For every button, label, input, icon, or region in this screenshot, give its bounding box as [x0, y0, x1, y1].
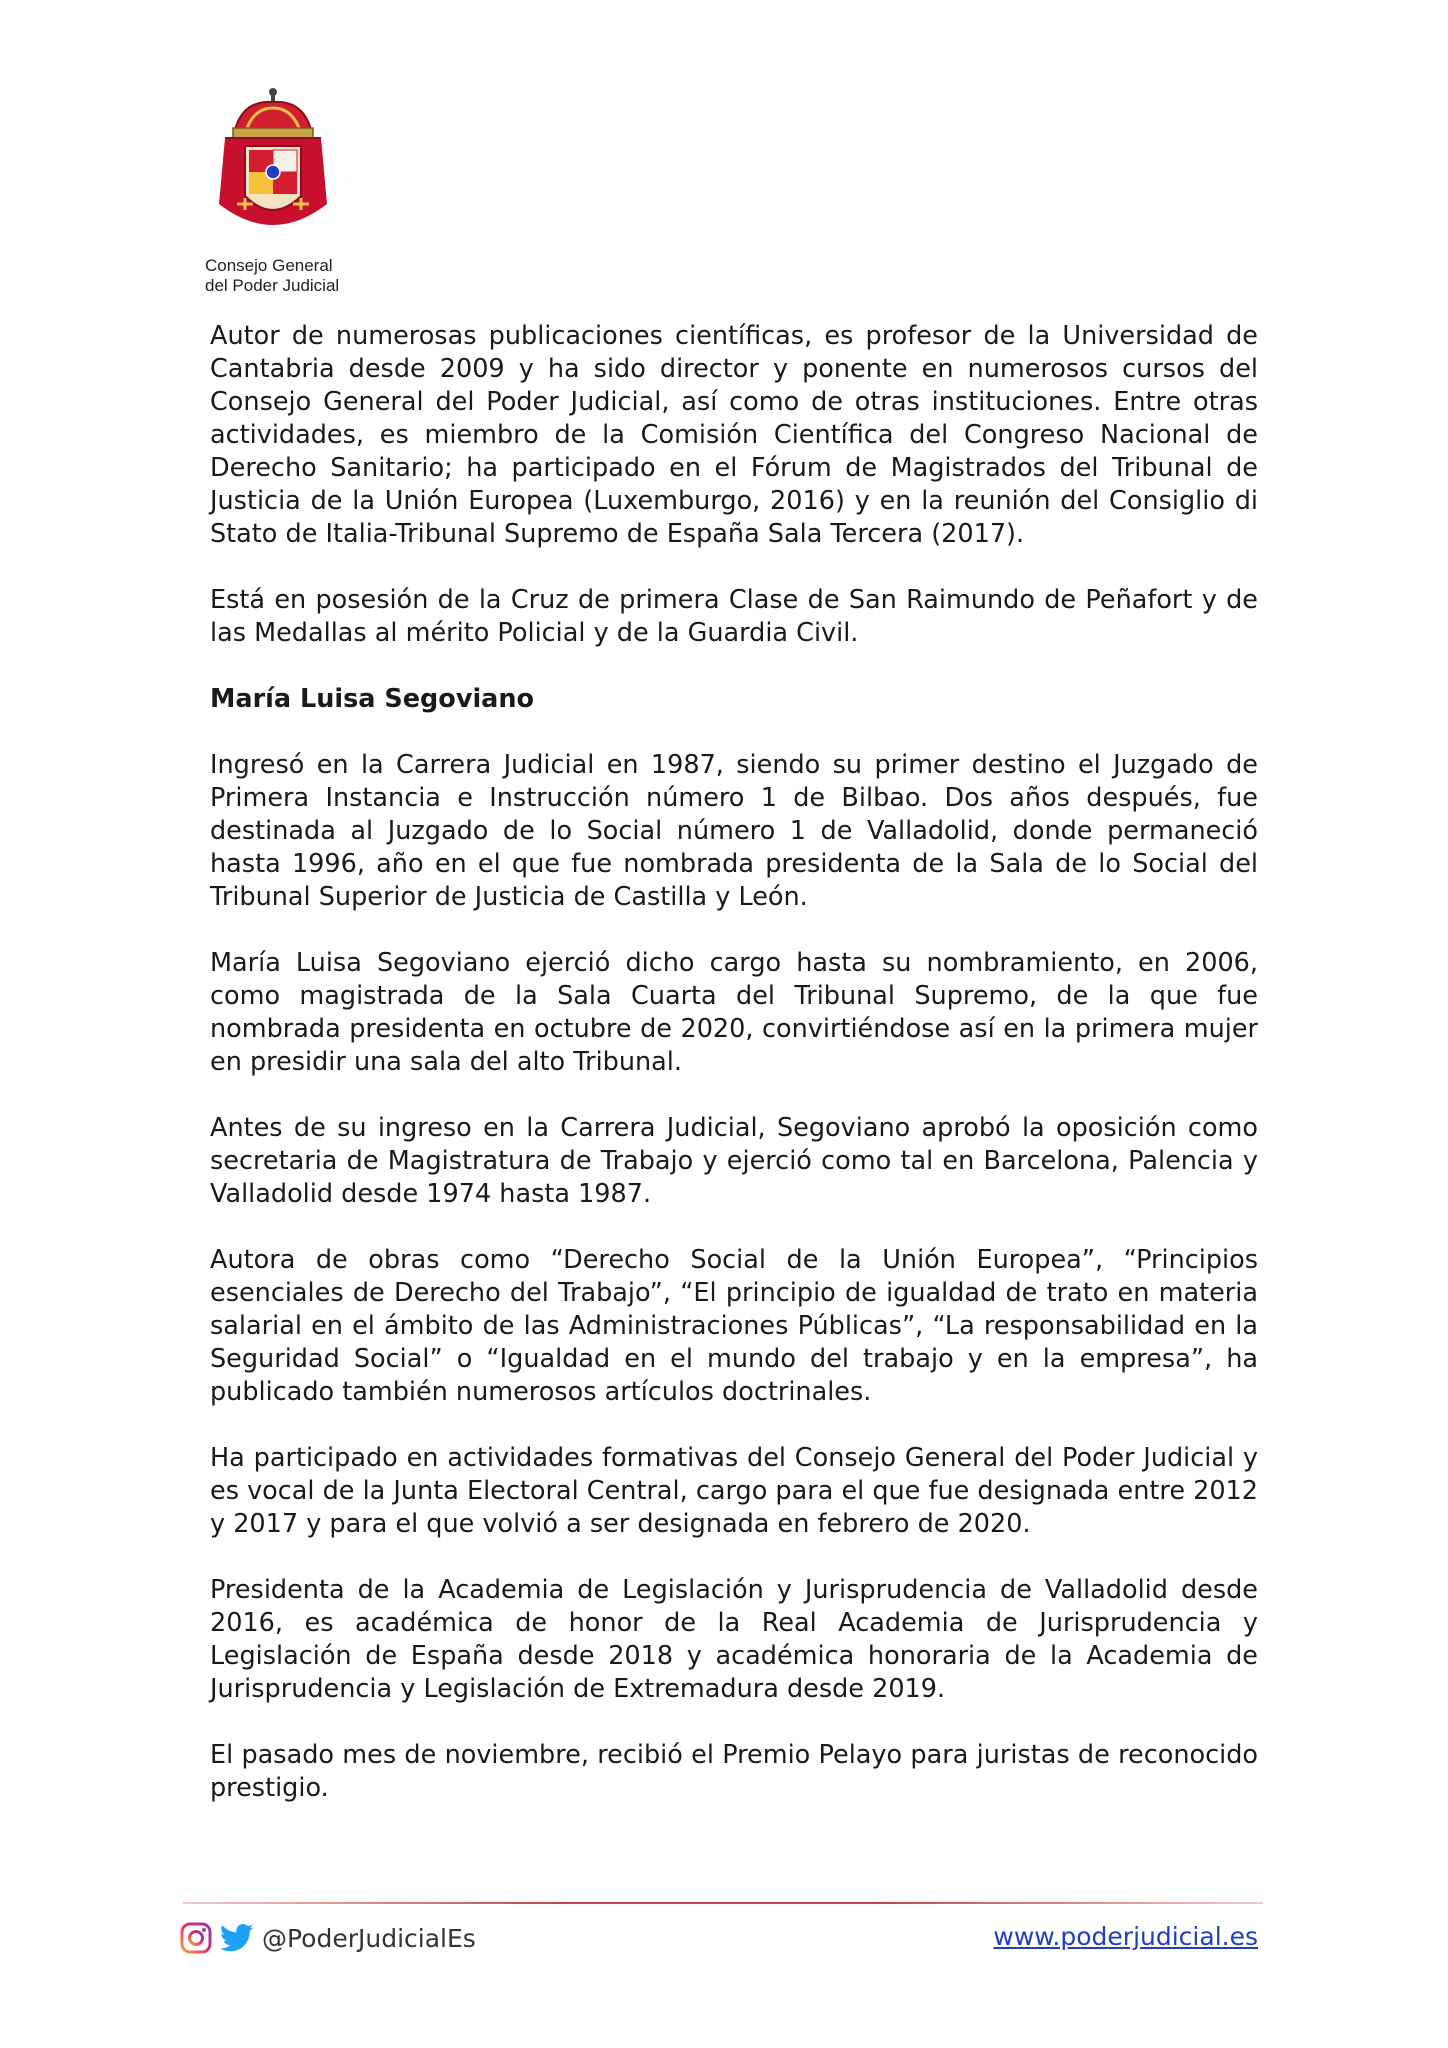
coat-of-arms-logo	[213, 86, 333, 246]
paragraph-award: El pasado mes de noviembre, recibió el Premio Pelayo para juristas de reconocido prestigio.	[210, 1740, 1258, 1803]
website-link[interactable]: www.poderjudicial.es	[993, 1922, 1258, 1951]
section-heading: María Luisa Segoviano	[210, 684, 535, 714]
paragraph-career-start: Ingresó en la Carrera Judicial en 1987, siendo su primer destino el Juzgado de Primera Instancia e Instrucción número 1 de Bilbao. Dos años después, fue destinada al Juzgado de lo Social número 1 de Valladolid, donde permaneció hasta 1996, año en el que fue nombrada presidenta de la Sala de lo Social del Tribunal Superior de Justicia de Castilla y León.	[210, 750, 1258, 912]
twitter-icon[interactable]	[220, 1923, 254, 1953]
paragraph-before-judiciary: Antes de su ingreso en la Carrera Judicial, Segoviano aprobó la oposición como secretaria de Magistratura de Trabajo y ejerció como tal en Barcelona, Palencia y Valladolid desde 1974 hasta 1987.	[210, 1113, 1258, 1209]
document-body	[210, 320, 1258, 1838]
paragraph-works: Autora de obras como “Derecho Social de la Unión Europea”, “Principios esenciales de Derecho del Trabajo”, “El principio de igualdad de trato en materia salarial en el ámbito de las Administraciones Públicas”, “La responsabilidad en la Seguridad Social” o “Igualdad en el mundo del trabajo y en la empresa”, ha publicado también numerosos artículos doctrinales.	[210, 1245, 1258, 1407]
org-name-line2: del Poder Judicial	[205, 276, 340, 295]
org-name-line1: Consejo General	[205, 256, 333, 275]
cgpj-logo	[205, 86, 355, 296]
paragraph-honors: Está en posesión de la Cruz de primera Clase de San Raimundo de Peñafort y de las Medallas al mérito Policial y de la Guardia Civil.	[210, 585, 1258, 648]
social-handle[interactable]: @PoderJudicialEs	[262, 1923, 476, 1953]
paragraph-academies: Presidenta de la Academia de Legislación y Jurisprudencia de Valladolid desde 2016, es académica de honor de la Real Academia de Jurisprudencia y Legislación de España desde 2018 y académica honoraria de la Academia de Jurisprudencia y Legislación de Extremadura desde 2019.	[210, 1575, 1258, 1704]
instagram-icon[interactable]	[180, 1922, 212, 1954]
paragraph-training: Ha participado en actividades formativas del Consejo General del Poder Judicial y es vocal de la Junta Electoral Central, cargo para el que fue designada entre 2012 y 2017 y para el que volvió a ser designada en febrero de 2020.	[210, 1443, 1259, 1539]
organization-name	[205, 256, 355, 296]
footer-divider	[183, 1902, 1263, 1904]
paragraph-supreme-court: María Luisa Segoviano ejerció dicho cargo hasta su nombramiento, en 2006, como magistrada de la Sala Cuarta del Tribunal Supremo, de la que fue nombrada presidenta en octubre de 2020, convirtiéndose así en la primera mujer en presidir una sala del alto Tribunal.	[210, 948, 1258, 1077]
paragraph-publications: Autor de numerosas publicaciones científicas, es profesor de la Universidad de Cantabria desde 2009 y ha sido director y ponente en numerosos cursos del Consejo General del Poder Judicial, así como de otras instituciones. Entre otras actividades, es miembro de la Comisión Científica del Congreso Nacional de Derecho Sanitario; ha participado en el Fórum de Magistrados del Tribunal de Justicia de la Unión Europea (Luxemburgo, 2016) y en la reunión del Consiglio di Stato de Italia-Tribunal Supremo de España Sala Tercera (2017).	[210, 321, 1258, 549]
footer-social	[180, 1922, 476, 1954]
